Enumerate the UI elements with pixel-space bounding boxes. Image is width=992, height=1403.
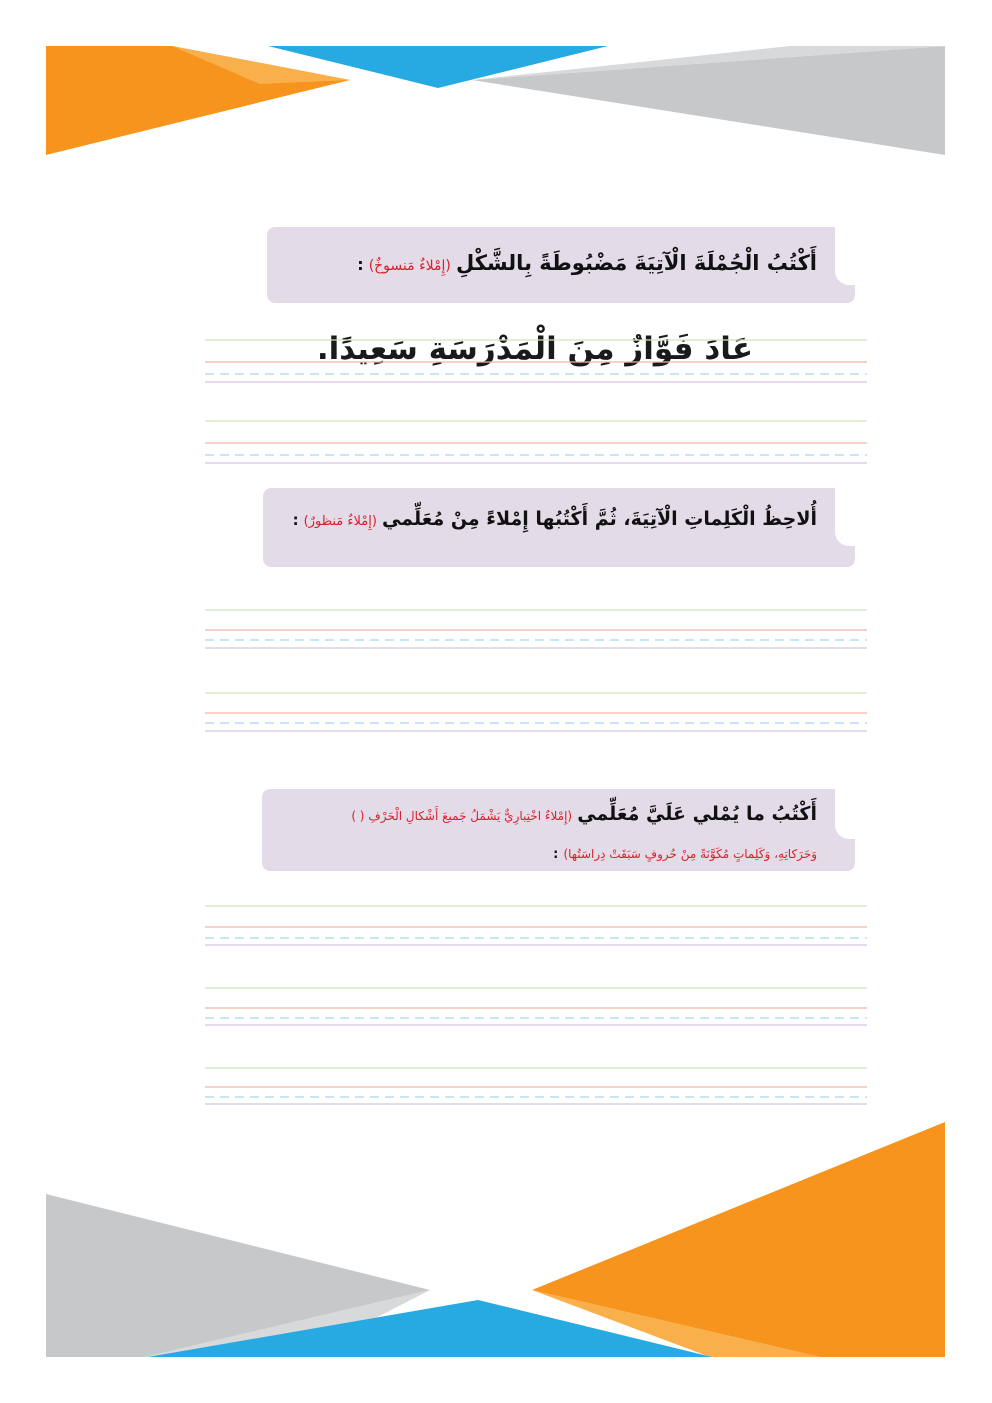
model-sentence: عَادَ فَوَّازٌ مِنَ الْمَدْرَسَةِ سَعِيدًا.: [316, 331, 754, 367]
colon: :: [292, 511, 299, 529]
bottom-orange-shape: [532, 1122, 945, 1357]
writing-lines-2: [205, 600, 867, 735]
writing-line-group: [205, 1068, 867, 1104]
writing-line-group: [205, 906, 867, 945]
writing-line-group: [205, 421, 867, 463]
task-panel-1: [267, 227, 855, 303]
dictation-type-tag-continued: وَحَرَكاتِهِ، وَكَلِماتٍ مُكَوَّنَةً مِنْ حُروفٍ سَبَقَتْ دِراسَتُها): [563, 847, 817, 861]
dictation-type-tag: (إِمْلاءٌ مَنسوخٌ): [368, 258, 451, 274]
writing-line-group: [205, 340, 867, 382]
instruction-text: أَكْتُبُ ما يُمْلي عَلَيَّ مُعَلِّمي: [577, 803, 817, 825]
top-orange-shape: [46, 46, 350, 155]
colon: :: [553, 847, 559, 862]
writing-lines-3: [205, 898, 867, 1110]
writing-line-group: [205, 610, 867, 648]
instruction-text: أَكْتُبُ الْجُمْلَةَ الْآتِيَةَ مَضْبُوطَةً بِالشَّكْلِ: [455, 251, 817, 275]
task-instruction-3-line2: [553, 843, 817, 862]
dictation-type-tag: (إِمْلاءٌ اخْتِبارِيٌّ يَشْمَلُ جَميعَ أَشْكالِ الْحَرْفِ ( ): [351, 809, 573, 823]
instruction-text: أُلاحِظُ الْكَلِماتِ الْآتِيَةَ، ثُمَّ أَكْتُبُها إِمْلاءً مِنْ مُعَلِّمي: [382, 508, 817, 530]
panel-notch: [835, 488, 857, 546]
dictation-type-tag: (إِمْلاءٌ مَنظورٌ): [303, 514, 377, 529]
task-instruction-1: [357, 251, 817, 275]
task-panel-3: [262, 789, 855, 871]
colon: :: [357, 255, 364, 274]
task-instruction-2: [293, 508, 817, 530]
writing-line-group: [205, 693, 867, 731]
writing-lines-1: [205, 330, 867, 465]
task-instruction-3: [351, 803, 817, 825]
panel-notch: [835, 227, 857, 285]
task-panel-2: [263, 488, 855, 567]
writing-line-group: [205, 988, 867, 1025]
panel-notch: [835, 789, 857, 839]
